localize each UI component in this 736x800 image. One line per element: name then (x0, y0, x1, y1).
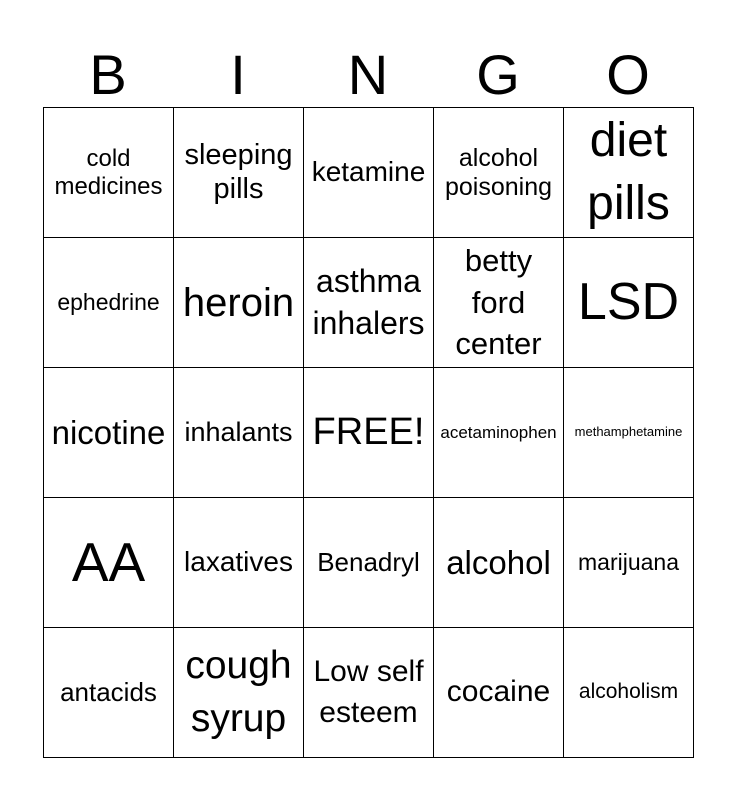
header-letter-g: G (476, 43, 520, 106)
bingo-cell[interactable]: marijuana (564, 498, 694, 628)
bingo-cell[interactable]: sleeping pills (174, 108, 304, 238)
bingo-cell[interactable]: methamphetamine (564, 368, 694, 498)
header-letter-i: I (230, 43, 246, 106)
bingo-header (43, 42, 693, 108)
header-letter-b: B (89, 43, 127, 106)
bingo-cell[interactable]: alcohol poisoning (434, 108, 564, 238)
bingo-cell[interactable]: nicotine (44, 368, 174, 498)
bingo-cell[interactable]: asthma inhalers (304, 238, 434, 368)
bingo-cell[interactable]: ephedrine (44, 238, 174, 368)
bingo-cell[interactable]: cocaine (434, 628, 564, 758)
bingo-cell[interactable]: Benadryl (304, 498, 434, 628)
bingo-cell[interactable]: acetaminophen (434, 368, 564, 498)
bingo-cell[interactable]: alcohol (434, 498, 564, 628)
bingo-cell[interactable]: Low self esteem (304, 628, 434, 758)
bingo-cell[interactable]: alcoholism (564, 628, 694, 758)
free-space[interactable]: FREE! (304, 368, 434, 498)
bingo-cell[interactable]: inhalants (174, 368, 304, 498)
bingo-cell[interactable]: AA (44, 498, 174, 628)
bingo-board (43, 107, 694, 758)
bingo-cell[interactable]: cough syrup (174, 628, 304, 758)
bingo-cell[interactable]: diet pills (564, 108, 694, 238)
header-letter-o: O (606, 43, 650, 106)
bingo-cell[interactable]: betty ford center (434, 238, 564, 368)
header-letter-n: N (347, 43, 389, 106)
bingo-cell[interactable]: ketamine (304, 108, 434, 238)
bingo-cell[interactable]: heroin (174, 238, 304, 368)
bingo-cell[interactable]: laxatives (174, 498, 304, 628)
bingo-cell[interactable]: antacids (44, 628, 174, 758)
bingo-cell[interactable]: LSD (564, 238, 694, 368)
bingo-cell[interactable]: cold medicines (44, 108, 174, 238)
